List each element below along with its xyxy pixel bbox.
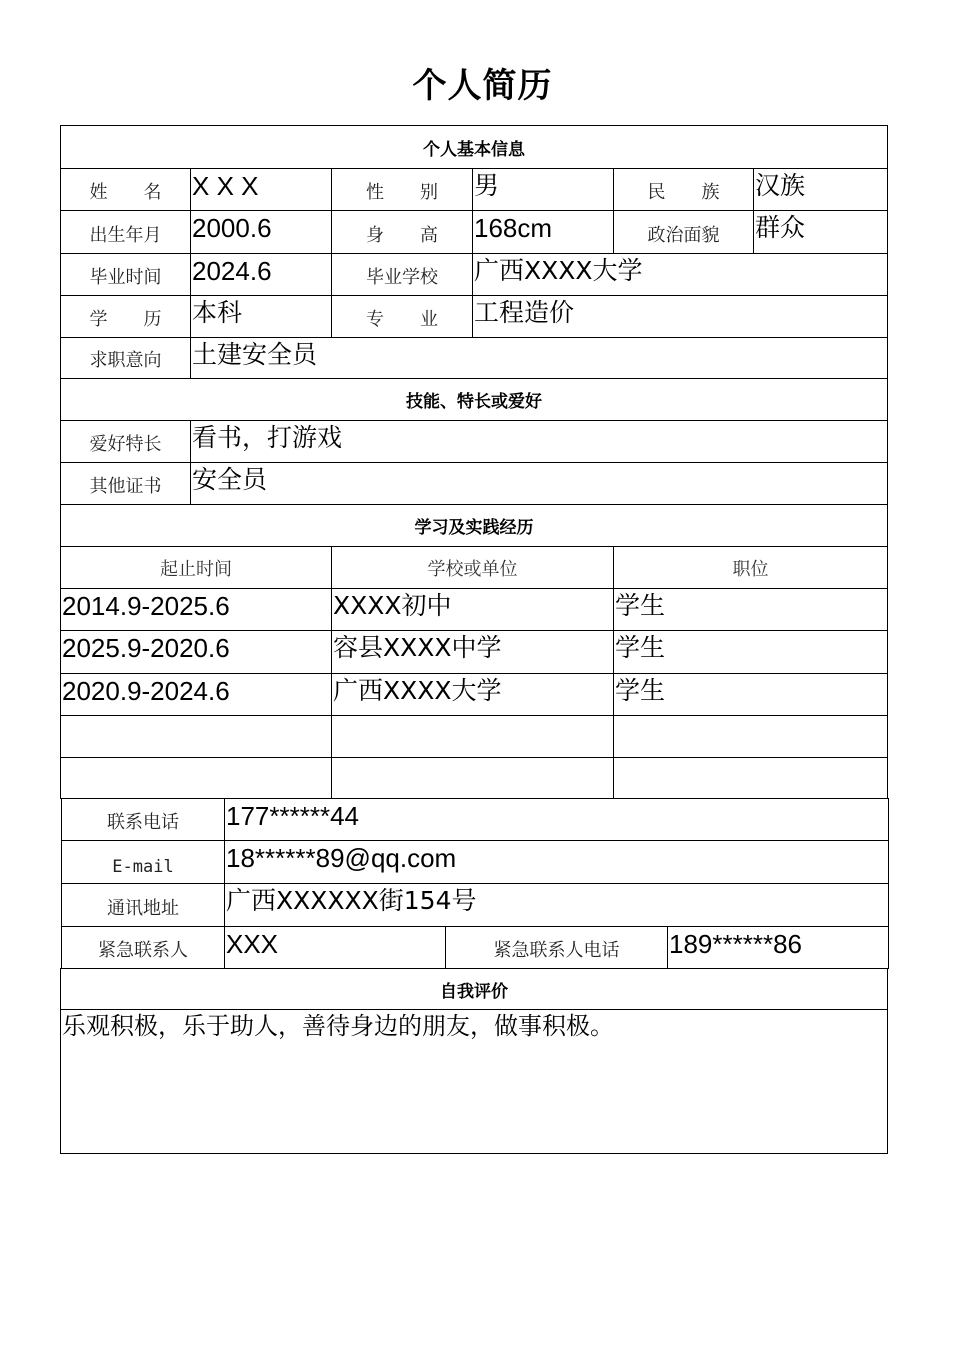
- experience-role[interactable]: 学生: [613, 588, 888, 631]
- experience-role[interactable]: 学生: [613, 673, 888, 716]
- email-value[interactable]: 18******89@qq.com: [224, 840, 889, 884]
- section-self-eval: 自我评价: [60, 968, 888, 1010]
- name-label: 姓 名: [60, 168, 191, 211]
- politics-label: 政治面貌: [613, 210, 754, 254]
- education-label: 学 历: [60, 295, 191, 338]
- cert-value[interactable]: 安全员: [190, 462, 888, 505]
- column-header-period: 起止时间: [60, 546, 332, 589]
- name-value[interactable]: X X X: [190, 168, 332, 211]
- experience-org-empty[interactable]: [331, 715, 614, 758]
- major-value[interactable]: 工程造价: [472, 295, 888, 338]
- grad-time-value[interactable]: 2024.6: [190, 253, 332, 296]
- column-header-org: 学校或单位: [331, 546, 614, 589]
- address-value[interactable]: 广西XXXXXX街154号: [224, 883, 889, 927]
- experience-period[interactable]: 2025.9-2020.6: [60, 630, 332, 674]
- emergency-contact-label: 紧急联系人: [61, 926, 225, 969]
- education-value[interactable]: 本科: [190, 295, 332, 338]
- hobby-value[interactable]: 看书，打游戏: [190, 420, 888, 463]
- experience-role[interactable]: 学生: [613, 630, 888, 674]
- phone-label: 联系电话: [61, 798, 225, 841]
- experience-org[interactable]: 广西XXXX大学: [331, 673, 614, 716]
- height-label: 身 高: [331, 210, 473, 254]
- emergency-contact-value[interactable]: XXX: [224, 926, 446, 969]
- height-value[interactable]: 168cm: [472, 210, 614, 254]
- grad-time-label: 毕业时间: [60, 253, 191, 296]
- emergency-phone-value[interactable]: 189******86: [667, 926, 889, 969]
- experience-org[interactable]: 容县XXXX中学: [331, 630, 614, 674]
- section-skills: 技能、特长或爱好: [60, 378, 888, 421]
- job-value[interactable]: 土建安全员: [190, 337, 888, 379]
- job-label: 求职意向: [60, 337, 191, 379]
- document-title: 个人简历: [412, 66, 553, 106]
- emergency-phone-label: 紧急联系人电话: [445, 926, 668, 969]
- experience-org-empty[interactable]: [331, 757, 614, 799]
- experience-period-empty[interactable]: [60, 715, 332, 758]
- column-header-role: 职位: [613, 546, 888, 589]
- school-value[interactable]: 广西XXXX大学: [472, 253, 888, 296]
- email-label: E-mail: [61, 840, 225, 884]
- politics-value[interactable]: 群众: [753, 210, 888, 254]
- school-label: 毕业学校: [331, 253, 473, 296]
- section-experience: 学习及实践经历: [60, 504, 888, 547]
- birth-label: 出生年月: [60, 210, 191, 254]
- address-label: 通讯地址: [61, 883, 225, 927]
- experience-period-empty[interactable]: [60, 757, 332, 799]
- section-basic-info: 个人基本信息: [60, 125, 888, 169]
- major-label: 专 业: [331, 295, 473, 338]
- experience-period[interactable]: 2014.9-2025.6: [60, 588, 332, 631]
- gender-label: 性 别: [331, 168, 473, 211]
- experience-role-empty[interactable]: [613, 715, 888, 758]
- phone-value[interactable]: 177******44: [224, 798, 889, 841]
- experience-org[interactable]: XXXX初中: [331, 588, 614, 631]
- self-eval-text[interactable]: 乐观积极，乐于助人，善待身边的朋友，做事积极。: [60, 1009, 888, 1154]
- cert-label: 其他证书: [60, 462, 191, 505]
- ethnicity-value[interactable]: 汉族: [753, 168, 888, 211]
- gender-value[interactable]: 男: [472, 168, 614, 211]
- hobby-label: 爱好特长: [60, 420, 191, 463]
- experience-role-empty[interactable]: [613, 757, 888, 799]
- experience-period[interactable]: 2020.9-2024.6: [60, 673, 332, 716]
- birth-value[interactable]: 2000.6: [190, 210, 332, 254]
- ethnicity-label: 民 族: [613, 168, 754, 211]
